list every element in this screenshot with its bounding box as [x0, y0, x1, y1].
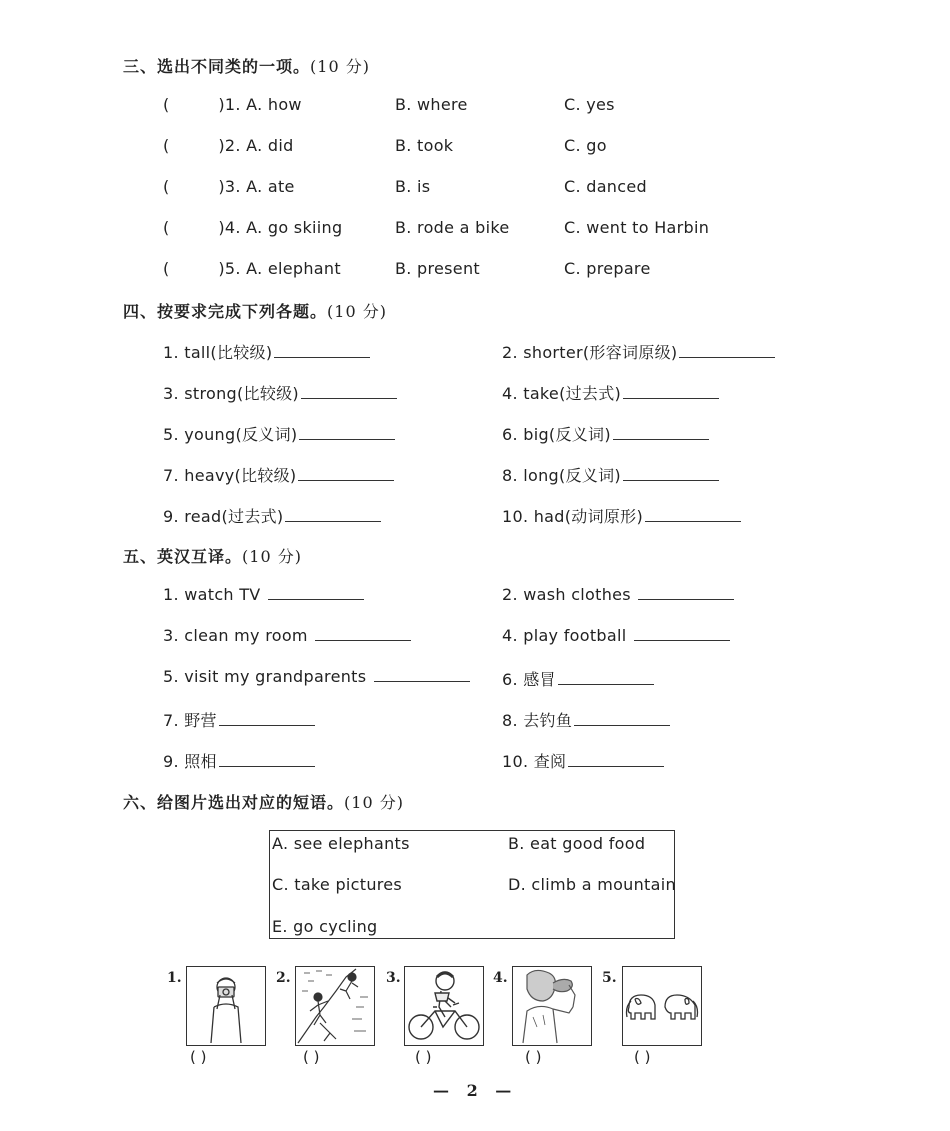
answer-close-paren: ): [218, 136, 225, 155]
option-a: A. elephant: [246, 259, 341, 278]
item-number: 5.: [224, 259, 241, 278]
option-b: B. present: [395, 259, 480, 278]
list-item: [163, 422, 395, 445]
question-text: 3. strong(比较级): [163, 384, 299, 403]
option-c: C. danced: [564, 177, 647, 196]
answer-open-paren: (: [163, 218, 170, 237]
option-b: B. eat good food: [508, 834, 646, 853]
list-item: [502, 463, 719, 486]
list-item: [163, 708, 315, 731]
question-text: 1. tall(比较级): [163, 343, 273, 362]
cyclist-icon: [405, 967, 483, 1045]
answer-blank[interactable]: [315, 626, 411, 641]
section-3-title: 三、选出不同类的一项。: [123, 57, 311, 76]
section-3-heading: [123, 54, 370, 77]
answer-blank[interactable]: [299, 425, 395, 440]
answer-paren[interactable]: ( ): [303, 1048, 320, 1066]
option-b: B. is: [395, 177, 431, 196]
answer-blank[interactable]: [623, 466, 719, 481]
option-a: A. did: [246, 136, 294, 155]
question-text: 9. 照相: [163, 752, 217, 771]
section-5-points: (10 分): [242, 547, 302, 566]
question-text: 10. 查阅: [502, 752, 567, 771]
answer-open-paren: (: [163, 259, 170, 278]
answer-blank[interactable]: [623, 384, 719, 399]
answer-blank[interactable]: [613, 425, 709, 440]
section-4-heading: [123, 299, 387, 322]
list-item: [502, 422, 709, 445]
list-item: [502, 708, 670, 731]
list-item: [163, 626, 411, 645]
answer-blank[interactable]: [374, 667, 470, 682]
answer-blank[interactable]: [298, 466, 394, 481]
option-a: A. go skiing: [246, 218, 343, 237]
question-text: 5. visit my grandparents: [163, 667, 367, 686]
option-a: A. see elephants: [272, 834, 410, 853]
list-item: [163, 381, 397, 404]
list-item: [163, 504, 381, 527]
answer-open-paren: (: [163, 95, 170, 114]
camera-person-icon: [187, 967, 265, 1045]
answer-blank[interactable]: [568, 752, 664, 767]
option-c: C. prepare: [564, 259, 651, 278]
question-text: 2. shorter(形容词原级): [502, 343, 678, 362]
list-item: [163, 177, 295, 196]
answer-blank[interactable]: [645, 507, 741, 522]
list-item: [163, 218, 342, 237]
answer-blank[interactable]: [301, 384, 397, 399]
option-b: B. took: [395, 136, 454, 155]
question-text: 10. had(动词原形): [502, 507, 644, 526]
question-text: 9. read(过去式): [163, 507, 284, 526]
question-text: 6. big(反义词): [502, 425, 611, 444]
picture-2: [295, 966, 375, 1046]
answer-close-paren: ): [218, 177, 225, 196]
list-item: [502, 667, 654, 690]
list-item: [163, 463, 394, 486]
list-item: [163, 667, 470, 686]
answer-blank[interactable]: [274, 343, 370, 358]
list-item: [163, 585, 364, 604]
list-item: [502, 585, 734, 604]
picture-5: [622, 966, 702, 1046]
section-6-title: 六、给图片选出对应的短语。: [123, 793, 345, 812]
picture-4: [512, 966, 592, 1046]
item-number: 2.: [224, 136, 241, 155]
section-5-heading: [123, 544, 302, 567]
section-4-points: (10 分): [327, 302, 387, 321]
list-item: [502, 626, 730, 645]
answer-blank[interactable]: [558, 670, 654, 685]
option-c: C. went to Harbin: [564, 218, 710, 237]
question-text: 2. wash clothes: [502, 585, 631, 604]
option-a: A. ate: [246, 177, 295, 196]
question-text: 1. watch TV: [163, 585, 261, 604]
question-text: 6. 感冒: [502, 670, 556, 689]
question-text: 7. heavy(比较级): [163, 466, 297, 485]
answer-blank[interactable]: [634, 626, 730, 641]
list-item: [163, 749, 315, 772]
answer-close-paren: ): [218, 95, 225, 114]
page-number: — 2 —: [433, 1081, 518, 1100]
question-text: 3. clean my room: [163, 626, 308, 645]
answer-open-paren: (: [163, 136, 170, 155]
answer-blank[interactable]: [574, 711, 670, 726]
elephants-icon: [623, 967, 701, 1045]
option-c: C. take pictures: [272, 875, 403, 894]
question-text: 8. 去钓鱼: [502, 711, 573, 730]
answer-paren[interactable]: ( ): [415, 1048, 432, 1066]
list-item: [502, 504, 741, 527]
answer-paren[interactable]: ( ): [190, 1048, 207, 1066]
list-item: [502, 340, 775, 363]
list-item: [163, 136, 294, 155]
picture-number: 4.: [493, 970, 508, 986]
answer-close-paren: ): [218, 218, 225, 237]
list-item: [502, 749, 664, 772]
answer-blank[interactable]: [679, 343, 775, 358]
question-text: 4. play football: [502, 626, 627, 645]
option-a: A. how: [246, 95, 302, 114]
picture-number: 3.: [386, 970, 401, 986]
answer-blank[interactable]: [638, 585, 734, 600]
question-text: 4. take(过去式): [502, 384, 622, 403]
section-5-title: 五、英汉互译。: [123, 547, 243, 566]
section-4-title: 四、按要求完成下列各题。: [123, 302, 328, 321]
list-item: [502, 381, 719, 404]
option-e: E. go cycling: [272, 917, 378, 936]
picture-1: [186, 966, 266, 1046]
option-c: C. go: [564, 136, 607, 155]
option-b: B. rode a bike: [395, 218, 510, 237]
question-text: 5. young(反义词): [163, 425, 298, 444]
answer-open-paren: (: [163, 177, 170, 196]
list-item: [163, 259, 341, 278]
answer-paren[interactable]: ( ): [634, 1048, 651, 1066]
question-text: 8. long(反义词): [502, 466, 621, 485]
picture-number: 2.: [276, 970, 291, 986]
item-number: 4.: [224, 218, 241, 237]
section-6-heading: [123, 790, 404, 813]
eating-person-icon: [513, 967, 591, 1045]
option-c: C. yes: [564, 95, 615, 114]
answer-blank[interactable]: [219, 711, 315, 726]
option-d: D. climb a mountain: [508, 875, 676, 894]
picture-3: [404, 966, 484, 1046]
answer-close-paren: ): [218, 259, 225, 278]
section-3-points: (10 分): [310, 57, 370, 76]
list-item: [163, 95, 302, 114]
answer-blank[interactable]: [285, 507, 381, 522]
item-number: 1.: [224, 95, 241, 114]
answer-blank[interactable]: [219, 752, 315, 767]
picture-number: 1.: [167, 970, 182, 986]
list-item: [163, 340, 370, 363]
section-6-points: (10 分): [344, 793, 404, 812]
picture-number: 5.: [602, 970, 617, 986]
item-number: 3.: [224, 177, 241, 196]
answer-paren[interactable]: ( ): [525, 1048, 542, 1066]
answer-blank[interactable]: [268, 585, 364, 600]
question-text: 7. 野营: [163, 711, 217, 730]
option-b: B. where: [395, 95, 468, 114]
climbing-people-icon: [296, 967, 374, 1045]
